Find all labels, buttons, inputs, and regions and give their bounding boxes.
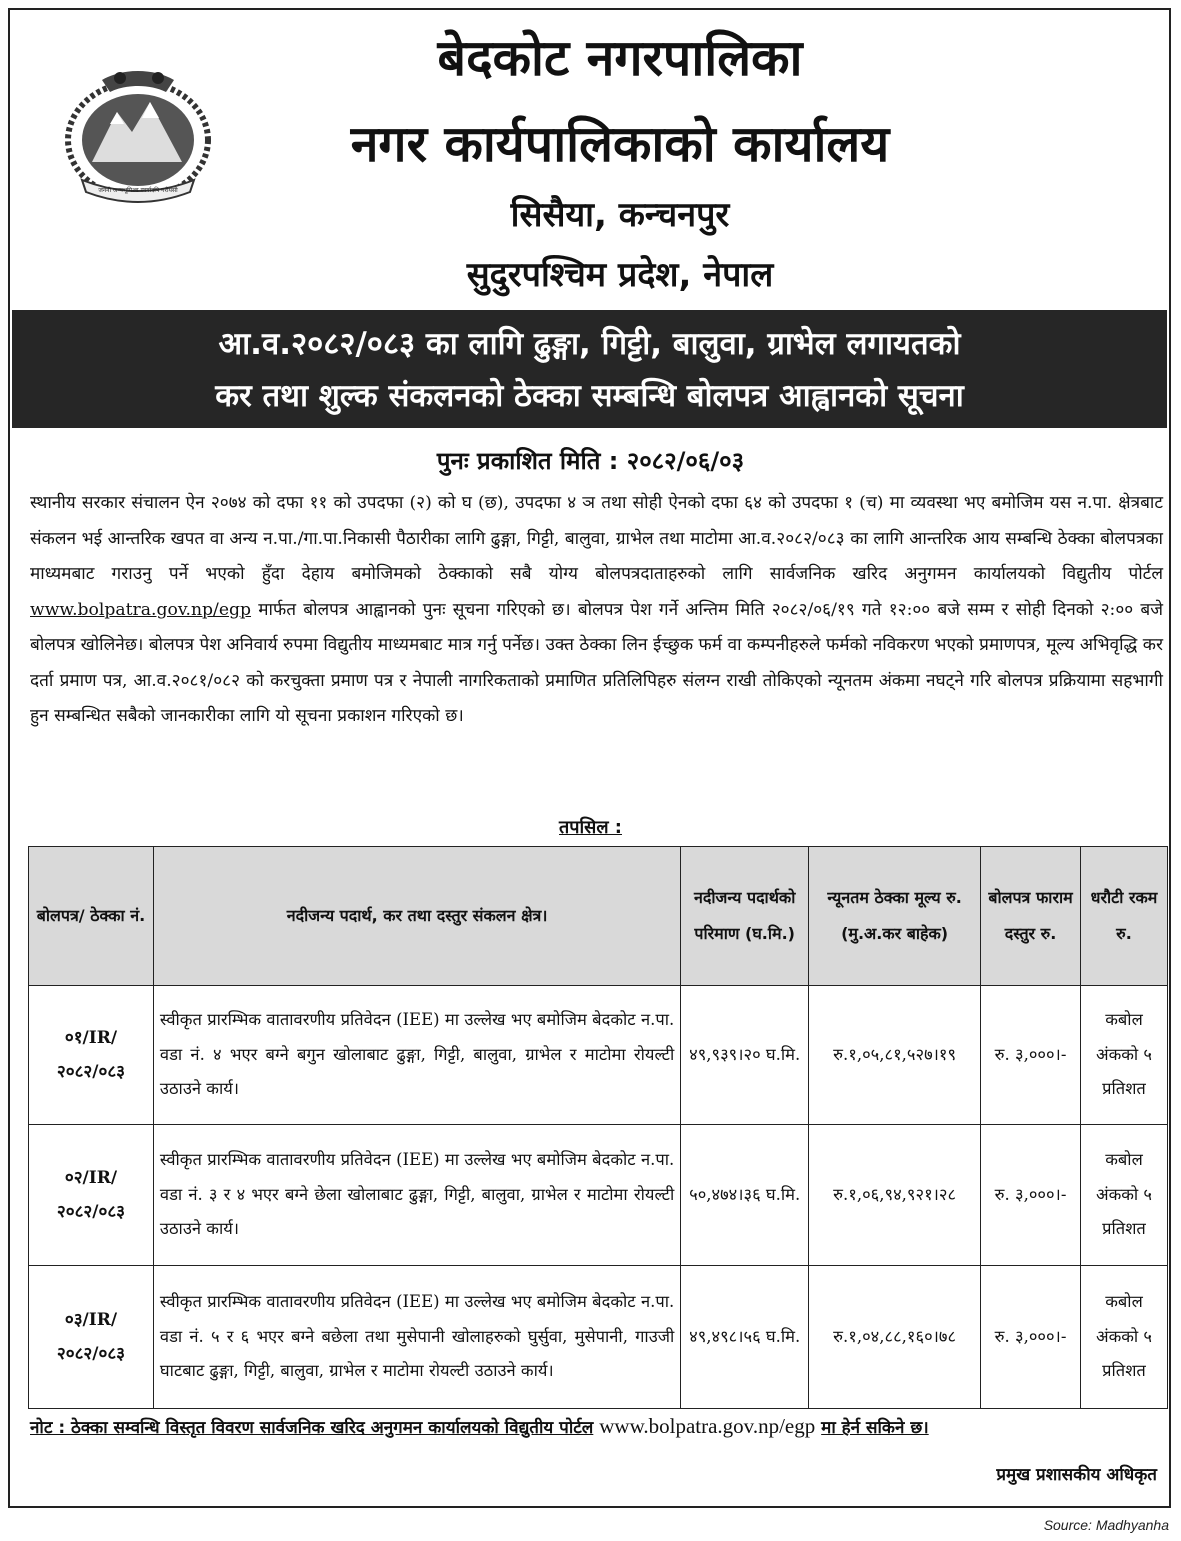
- contract-deposit: कबोल अंकको ५ प्रतिशत: [1081, 1125, 1168, 1266]
- contract-quantity: ४९,४९८।५६ घ.मि.: [681, 1266, 809, 1409]
- publish-date: पुनः प्रकाशित मिति : २०८२/०६/०३: [436, 447, 745, 475]
- contract-no: ०२/IR/ २०८२/०८३: [29, 1125, 154, 1266]
- office-name: नगर कार्यपालिकाको कार्यालय: [350, 115, 890, 173]
- contract-form-fee: रु. ३,०००।-: [981, 1266, 1081, 1409]
- contract-description: स्वीकृत प्रारम्भिक वातावरणीय प्रतिवेदन (IEE) मा उल्लेख भए बमोजिम बेदकोट न.पा. वडा नं. ३ र ४ भएर बग्ने छेला खोलाबाट ढुङ्गा, गिट्टी, बालुवा, ग्राभेल र माटोमा रोयल्टी उठाउने कार्य।: [153, 1125, 680, 1266]
- header-contract-no: बोलपत्र/ ठेक्का नं.: [29, 847, 154, 986]
- header-form-fee: बोलपत्र फाराम दस्तुर रु.: [981, 847, 1081, 986]
- office-address: सिसैया, कन्चनपुर: [510, 195, 730, 235]
- contract-no: ०१/IR/ २०८२/०८३: [29, 986, 154, 1125]
- contract-quantity: ४९,९३९।२० घ.मि.: [681, 986, 809, 1125]
- body-part-2: मार्फत बोलपत्र आह्वानको पुनः सूचना गरिएको छ। बोलपत्र पेश गर्ने अन्तिम मिति २०८२/०६/१९ गते १२:०० बजे सम्म र सोही दिनको २:०० बजे बोलपत्र खोलिनेछ। बोलपत्र पेश अनिवार्य रुपमा विद्युतीय माध्यमबाट मात्र गर्नु पर्नेछ। उक्त ठेक्का लिन ईच्छुक फर्म वा कम्पनीहरुले फर्मको नविकरण भएको प्रमाणपत्र, मूल्य अभिवृद्धि कर दर्ता प्रमाण पत्र, आ.व.२०८१/०८२ को करचुक्ता प्रमाण पत्र र नेपाली नागरिकताको प्रमाणित प्रतिलिपिहरु संलग्न राखी तोकिएको न्यूनतम अंकमा नघट्ने गरि बोलपत्र प्रक्रियामा सहभागी हुन सम्बन्धित सबैको जानकारीका लागि यो सूचना प्रकाशन गरिएको छ।: [30, 599, 1163, 726]
- contract-form-fee: रु. ३,०००।-: [981, 1125, 1081, 1266]
- table-row: [29, 986, 1168, 1125]
- table-title-text: तपसिल :: [559, 817, 622, 838]
- contract-form-fee: रु. ३,०००।-: [981, 986, 1081, 1125]
- office-province: सुदुरपश्चिम प्रदेश, नेपाल: [466, 255, 774, 295]
- banner-line-1: आ.व.२०८२/०८३ का लागि ढुङ्गा, गिट्टी, बालुवा, ग्राभेल लगायतको: [218, 326, 961, 362]
- org-name: बेदकोट नगरपालिका: [437, 29, 803, 87]
- contract-min-price: रु.१,०४,८८,१६०।७८: [809, 1266, 981, 1409]
- signature-title: प्रमुख प्रशासकीय अधिकृत: [996, 1465, 1157, 1485]
- header-deposit: धरौटी रकम रु.: [1081, 847, 1168, 986]
- contract-deposit: कबोल अंकको ५ प्रतिशत: [1081, 1266, 1168, 1409]
- table-header-row: [29, 847, 1168, 986]
- nepal-government-emblem-icon: [62, 62, 214, 204]
- source-credit: Source: Madhyanha: [1043, 1517, 1169, 1533]
- table-row: [29, 1266, 1168, 1409]
- bolpatra-link[interactable]: www.bolpatra.gov.np/egp: [30, 599, 252, 620]
- body-part-1: स्थानीय सरकार संचालन ऐन २०७४ को दफा ११ को उपदफा (२) को घ (छ), उपदफा ४ ञ तथा सोही ऐनको दफा ६४ को उपदफा १ (च) मा व्यवस्था भए बमोजिम यस न.पा. क्षेत्रबाट संकलन भई आन्तरिक खपत वा अन्य न.पा./गा.पा.निकासी पैठारीका लागि ढुङ्गा, गिट्टी, बालुवा, ग्राभेल तथा माटोमा आ.व.२०८२/०८३ का लागि आन्तरिक आय सम्बन्धि ठेक्का बोलपत्रका माध्यमबाट गराउनु पर्ने भएको हुँदा देहाय बमोजिमको ठेक्काको सबै योग्य बोलपत्रदाताहरुको लागि सार्वजनिक खरिद अनुगमन कार्यालयको विद्युतीय पोर्टल: [30, 493, 1163, 584]
- footer-note: [30, 1414, 1165, 1439]
- emblem-motto: जननी जन्मभूमिश्च स्वर्गादपि गरीयसी: [98, 187, 178, 194]
- contract-description: स्वीकृत प्रारम्भिक वातावरणीय प्रतिवेदन (IEE) मा उल्लेख भए बमोजिम बेदकोट न.पा. वडा नं. ४ भएर बग्ने बगुन खोलाबाट ढुङ्गा, गिट्टी, बालुवा, ग्राभेल र माटोमा रोयल्टी उठाउने कार्य।: [153, 986, 680, 1125]
- note-prefix: नोट : ठेक्का सम्वन्धि विस्तृत विवरण सार्वजनिक खरिद अनुगमन कार्यालयको विद्युतीय पोर्टल: [30, 1418, 594, 1438]
- contract-min-price: रु.१,०५,८१,५२७।१९: [809, 986, 981, 1125]
- contract-description: स्वीकृत प्रारम्भिक वातावरणीय प्रतिवेदन (IEE) मा उल्लेख भए बमोजिम बेदकोट न.पा. वडा नं. ५ र ६ भएर बग्ने बछेला तथा मुसेपानी खोलाहरुको घुर्सुवा, मुसेपानी, गाउजी घाटबाट ढुङ्गा, गिट्टी, बालुवा, ग्राभेल र माटोमा रोयल्टी उठाउने कार्य।: [153, 1266, 680, 1409]
- notice-body: [30, 486, 1163, 735]
- contract-quantity: ५०,४७४।३६ घ.मि.: [681, 1125, 809, 1266]
- banner-line-2: कर तथा शुल्क संकलनको ठेक्का सम्बन्धि बोलपत्र आह्वानको सूचना: [215, 378, 964, 414]
- note-url-link[interactable]: www.bolpatra.gov.np/egp: [599, 1414, 816, 1438]
- note-suffix: मा हेर्न सकिने छ।: [821, 1418, 929, 1438]
- contract-min-price: रु.१,०६,९४,९२१।२८: [809, 1125, 981, 1266]
- table-row: [29, 1125, 1168, 1266]
- notice-title-banner: [12, 310, 1167, 428]
- contract-deposit: कबोल अंकको ५ प्रतिशत: [1081, 986, 1168, 1125]
- contract-no: ०३/IR/ २०८२/०८३: [29, 1266, 154, 1409]
- header-description: नदीजन्य पदार्थ, कर तथा दस्तुर संकलन क्षेत्र।: [153, 847, 680, 986]
- header-quantity: नदीजन्य पदार्थको परिमाण (घ.मि.): [681, 847, 809, 986]
- contract-table: [28, 846, 1168, 1409]
- table-title: [0, 815, 1181, 839]
- header-min-price: न्यूनतम ठेक्का मूल्य रु. (मु.अ.कर बाहेक): [809, 847, 981, 986]
